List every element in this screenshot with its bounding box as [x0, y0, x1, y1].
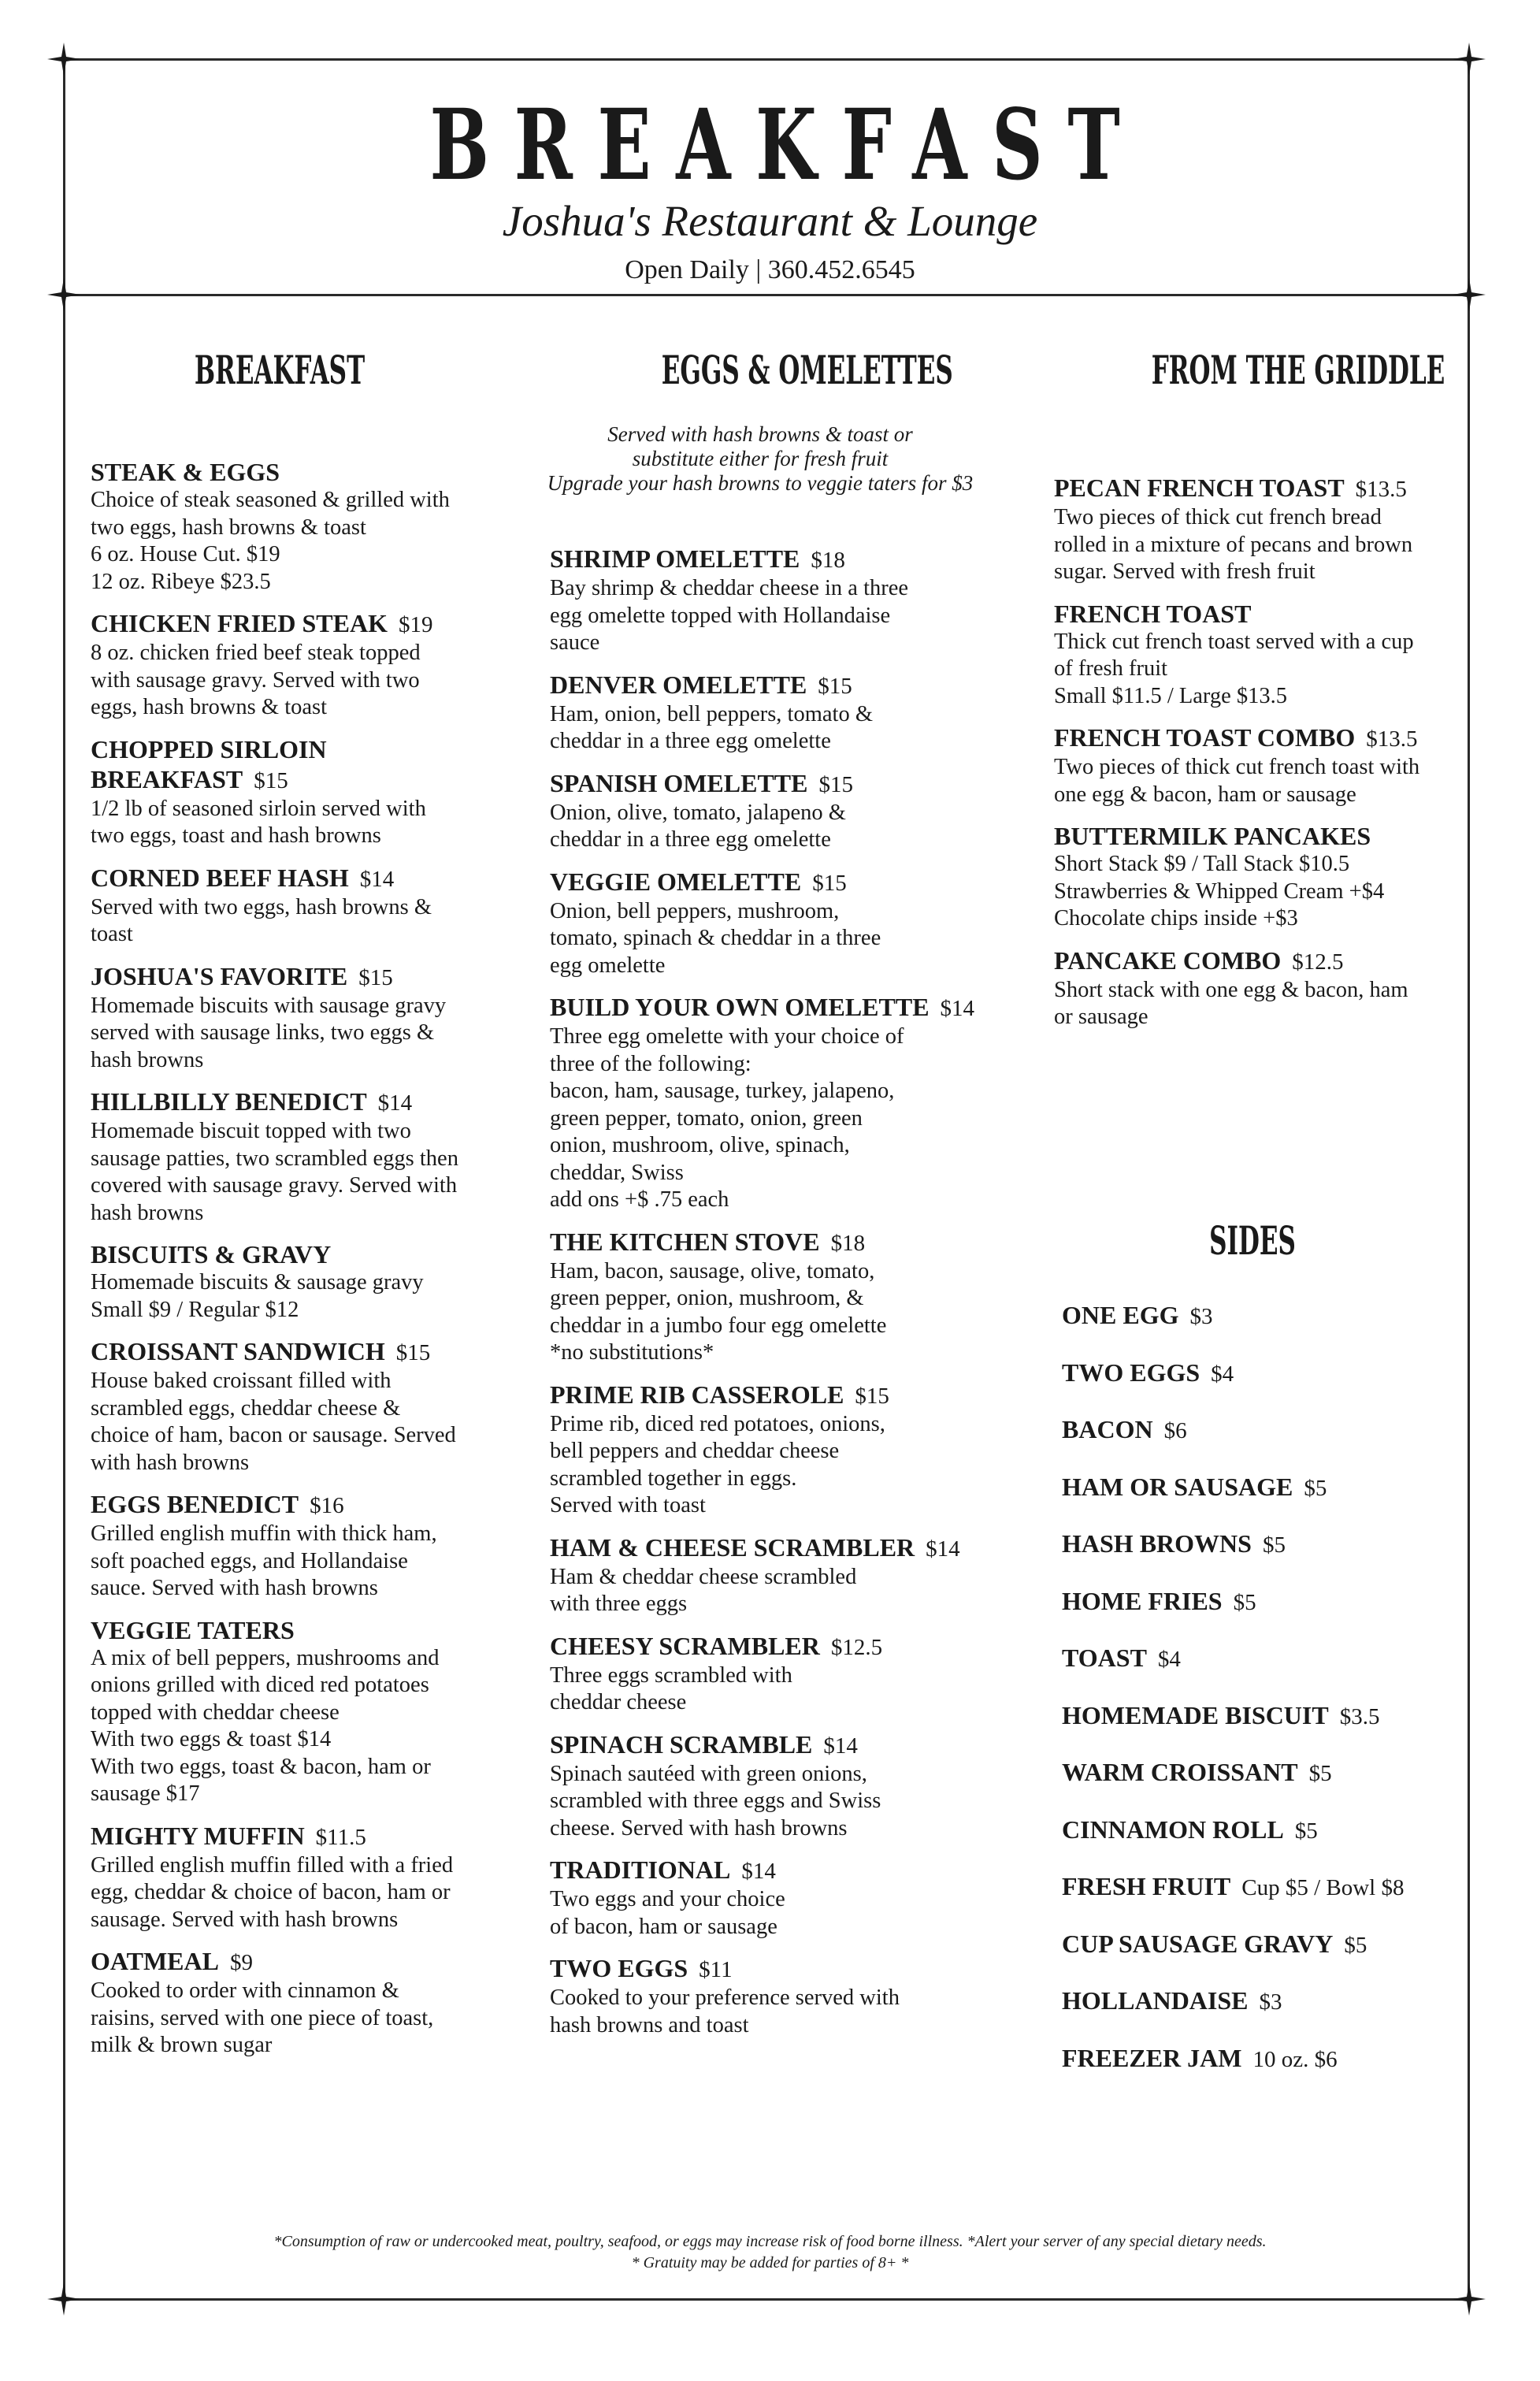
menu-item-name: [91, 734, 516, 796]
menu-item-description: or sausage: [1054, 1005, 1149, 1029]
eggs-column: [550, 544, 991, 2039]
menu-item-name: [91, 608, 516, 640]
menu-item-description: With two eggs, toast & bacon, ham or: [91, 1754, 431, 1779]
menu-item-description: sausage $17: [91, 1781, 200, 1806]
menu-item-title: VEGGIE OMELETTE: [550, 867, 802, 896]
menu-item: [91, 863, 516, 949]
menu-item-title: BISCUITS & GRAVY: [91, 1240, 332, 1269]
menu-item: [550, 1729, 991, 1843]
side-item: [1062, 1985, 1456, 2017]
side-item-name: HOME FRIES: [1062, 1586, 1223, 1615]
side-item: [1062, 1815, 1456, 1846]
side-item-name: TWO EGGS: [1062, 1358, 1200, 1387]
menu-item-name: [91, 863, 516, 894]
menu-item-description: Homemade biscuits & sausage gravy: [91, 1270, 424, 1295]
menu-item-name: [1054, 821, 1464, 851]
side-item-price: $5: [1262, 1532, 1286, 1558]
menu-item-title: PECAN FRENCH TOAST: [1054, 474, 1345, 502]
menu-item-name: [550, 1855, 991, 1886]
menu-item-description: Two eggs and your choice: [550, 1887, 785, 1911]
menu-item: [91, 457, 516, 596]
menu-item-description: Chocolate chips inside +$3: [1054, 906, 1298, 930]
menu-item-price: $14: [940, 996, 975, 1021]
side-item-name: HAM OR SAUSAGE: [1062, 1472, 1293, 1501]
side-item: [1062, 1472, 1456, 1503]
menu-item-description: Cooked to order with cinnamon &: [91, 1978, 399, 2003]
menu-item: [91, 1336, 516, 1477]
menu-item-price: $18: [811, 548, 845, 573]
menu-item-title: SPINACH SCRAMBLE: [550, 1729, 813, 1759]
eggs-intro: [524, 422, 996, 496]
menu-item-description: sausage. Served with hash browns: [91, 1907, 399, 1932]
menu-item-description: cheddar cheese: [550, 1690, 687, 1714]
breakfast-heading: BREAKFAST: [194, 347, 366, 393]
menu-item-description: Bay shrimp & cheddar cheese in a three: [550, 576, 909, 600]
menu-item-name: [550, 544, 991, 575]
page-title: BREAKFAST: [429, 88, 1145, 202]
corner-ornament-icon: [1451, 2281, 1487, 2317]
side-item-name: ONE EGG: [1062, 1301, 1179, 1329]
menu-item-title: HAM & CHEESE SCRAMBLER: [550, 1532, 915, 1562]
side-item-name: WARM CROISSANT: [1062, 1758, 1298, 1786]
menu-item-name: [550, 768, 991, 800]
menu-item-title: VEGGIE TATERS: [91, 1615, 295, 1644]
menu-item-description: onion, mushroom, olive, spinach,: [550, 1133, 850, 1157]
menu-item-name: [550, 1380, 991, 1411]
menu-item: [550, 670, 991, 756]
menu-item-price: $15: [358, 964, 393, 990]
menu-item-description: covered with sausage gravy. Served with: [91, 1173, 458, 1198]
menu-item-description: three of the following:: [550, 1051, 751, 1076]
menu-item-description: egg omelette: [550, 953, 666, 978]
menu-item-description: 6 oz. House Cut. $19: [91, 542, 280, 566]
menu-item-name: [91, 1086, 516, 1118]
menu-item-title: THE KITCHEN STOVE: [550, 1227, 820, 1256]
menu-item-description: one egg & bacon, ham or sausage: [1054, 782, 1356, 807]
menu-item-description: cheddar, Swiss: [550, 1160, 684, 1185]
side-item: [1062, 2043, 1456, 2075]
menu-item-title: CORNED BEEF HASH: [91, 863, 349, 892]
menu-item-description: tomato, spinach & cheddar in a three: [550, 926, 881, 950]
side-item-price: $5: [1304, 1475, 1327, 1501]
frame-top-line: [61, 58, 1471, 61]
menu-item-price: $19: [398, 612, 433, 637]
side-item-price: $4: [1157, 1647, 1181, 1672]
menu-item-description: soft poached eggs, and Hollandaise: [91, 1548, 408, 1573]
menu-item-description: cheddar in a jumbo four egg omelette: [550, 1313, 887, 1338]
side-item: [1062, 1700, 1456, 1732]
menu-item-name: [550, 1729, 991, 1761]
menu-item-description: sausage patties, two scrambled eggs then: [91, 1146, 458, 1171]
side-item-price: $5: [1344, 1932, 1367, 1958]
menu-item-description: Grilled english muffin with thick ham,: [91, 1521, 437, 1546]
side-item-price: 10 oz. $6: [1252, 2046, 1338, 2072]
breakfast-column: [91, 457, 516, 2060]
menu-item-title: MIGHTY MUFFIN: [91, 1821, 305, 1850]
menu-item-name: [1054, 722, 1464, 754]
menu-item: [91, 1489, 516, 1603]
menu-item-name: [550, 1631, 991, 1662]
side-item-price: Cup $5 / Bowl $8: [1241, 1875, 1405, 1900]
menu-item-name: [91, 457, 516, 487]
menu-item-title: TRADITIONAL: [550, 1855, 731, 1884]
menu-item-title: OATMEAL: [91, 1947, 219, 1975]
menu-item-title: TWO EGGS: [550, 1954, 688, 1982]
side-item: [1062, 1757, 1456, 1789]
side-item-name: TOAST: [1062, 1644, 1147, 1672]
menu-item-description: onions grilled with diced red potatoes: [91, 1673, 429, 1697]
side-item-name: FRESH FRUIT: [1062, 1872, 1231, 1900]
side-item-name: HOMEMADE BISCUIT: [1062, 1700, 1329, 1729]
frame-bottom-line: [61, 2298, 1471, 2301]
menu-item: [91, 1946, 516, 2060]
menu-item-description: egg, cheddar & choice of bacon, ham or: [91, 1880, 451, 1904]
side-item-name: CINNAMON ROLL: [1062, 1815, 1284, 1844]
side-item: [1062, 1586, 1456, 1618]
menu-item-title: BUTTERMILK PANCAKES: [1054, 822, 1371, 850]
menu-item: [550, 1631, 991, 1717]
menu-item-price: $15: [818, 771, 853, 797]
side-item-price: $5: [1308, 1761, 1332, 1786]
menu-item-description: of bacon, ham or sausage: [550, 1914, 777, 1939]
corner-ornament-icon: [46, 2281, 82, 2317]
menu-item-price: $15: [254, 767, 288, 793]
side-item: [1062, 1300, 1456, 1332]
menu-item-title: CHICKEN FRIED STEAK: [91, 609, 388, 637]
menu-item-description: House baked croissant filled with: [91, 1369, 391, 1393]
menu-item-description: sauce: [550, 630, 600, 655]
menu-item-title: CHOPPED SIRLOIN: [91, 734, 327, 763]
menu-item-title: CHEESY SCRAMBLER: [550, 1631, 820, 1660]
menu-item-title: FRENCH TOAST: [1054, 599, 1252, 628]
menu-item-description: Homemade biscuits with sausage gravy: [91, 993, 447, 1018]
menu-item-description: A mix of bell peppers, mushrooms and: [91, 1645, 440, 1670]
menu-item-description: Strawberries & Whipped Cream +$4: [1054, 878, 1385, 904]
menu-item-name: [91, 1336, 516, 1368]
menu-item-price: $9: [229, 1950, 253, 1975]
menu-item-description: Small $9 / Regular $12: [91, 1297, 299, 1322]
menu-item-description: sugar. Served with fresh fruit: [1054, 559, 1315, 584]
menu-item-description: bacon, ham, sausage, turkey, jalapeno,: [550, 1079, 895, 1103]
side-item-name: HASH BROWNS: [1062, 1529, 1252, 1558]
menu-item-title: FRENCH TOAST COMBO: [1054, 723, 1356, 752]
menu-item-name: [91, 1489, 516, 1521]
menu-item-title: PRIME RIB CASSEROLE: [550, 1380, 844, 1409]
menu-item-description: scrambled together in eggs.: [550, 1465, 797, 1491]
menu-item-price: $11: [699, 1957, 733, 1982]
menu-item: [1054, 599, 1464, 711]
restaurant-name: Joshua's Restaurant & Lounge: [502, 197, 1038, 245]
menu-item-price: $15: [818, 673, 852, 699]
menu-item-name: [1054, 945, 1464, 977]
menu-item-description: Prime rib, diced red potatoes, onions,: [550, 1411, 885, 1436]
sides-column: [1062, 1300, 1456, 2075]
menu-item-description: served with sausage links, two eggs &: [91, 1020, 435, 1045]
menu-item-description: hash browns and toast: [550, 2012, 749, 2037]
menu-item-description: hash browns: [91, 1047, 204, 1072]
eggs-intro-line: Upgrade your hash browns to veggie taters for $3: [547, 471, 974, 495]
griddle-heading: FROM THE GRIDDLE: [1151, 347, 1445, 393]
side-item-price: $3.5: [1339, 1703, 1380, 1729]
menu-item-description: cheese. Served with hash browns: [550, 1815, 848, 1841]
menu-item-description: scrambled with three eggs and Swiss: [550, 1789, 881, 1813]
side-item-price: $5: [1233, 1589, 1256, 1615]
menu-item-price: $13.5: [1366, 726, 1418, 752]
menu-item-price: $11.5: [315, 1824, 366, 1850]
menu-item-description: Grilled english muffin filled with a fried: [91, 1852, 454, 1878]
menu-item-description: two eggs, hash browns & toast: [91, 514, 366, 540]
menu-item-price: $15: [812, 870, 847, 896]
menu-item-name: [91, 1821, 516, 1852]
menu-item-price: $15: [855, 1383, 889, 1409]
side-item-price: $3: [1259, 1989, 1282, 2015]
side-item-name: FREEZER JAM: [1062, 2043, 1242, 2072]
menu-item-description: cheddar in a three egg omelette: [550, 827, 831, 852]
menu-item-title: JOSHUA'S FAVORITE: [91, 961, 348, 990]
menu-item-description: sauce. Served with hash browns: [91, 1576, 378, 1600]
menu-item-description: Ham, onion, bell peppers, tomato &: [550, 701, 874, 726]
menu-item-description: Cooked to your preference served with: [550, 1985, 900, 2010]
menu-item-price: $14: [741, 1859, 776, 1884]
menu-item-description: egg omelette topped with Hollandaise: [550, 603, 891, 628]
menu-item: [91, 1239, 516, 1324]
menu-item-description: of fresh fruit: [1054, 656, 1168, 681]
eggs-intro-line: Served with hash browns & toast or: [607, 422, 913, 446]
menu-item-title: SPANISH OMELETTE: [550, 768, 808, 797]
menu-item: [1054, 821, 1464, 933]
menu-item-title: HILLBILLY BENEDICT: [91, 1087, 367, 1116]
menu-item-description: Onion, olive, tomato, jalapeno &: [550, 800, 846, 825]
menu-item-price: $12.5: [1292, 949, 1344, 975]
menu-item-title: DENVER OMELETTE: [550, 670, 807, 699]
menu-item: [550, 768, 991, 854]
menu-item: [550, 544, 991, 657]
eggs-omelettes-heading: EGGS & OMELETTES: [661, 347, 953, 393]
side-item: [1062, 1529, 1456, 1560]
side-item: [1062, 1929, 1456, 1960]
menu-item-name: [550, 1227, 991, 1258]
menu-item-name: [550, 1532, 991, 1564]
corner-ornament-icon: [46, 41, 82, 77]
menu-item-description: 1/2 lb of seasoned sirloin served with: [91, 796, 426, 821]
corner-ornament-icon: [1451, 41, 1487, 77]
menu-item-description: Ham & cheddar cheese scrambled: [550, 1564, 857, 1589]
sides-heading: SIDES: [1209, 1217, 1296, 1264]
menu-item-description: Two pieces of thick cut french toast with: [1054, 755, 1420, 779]
disclaimer-line: *Consumption of raw or undercooked meat, poultry, seafood, or eggs may increase risk of food borne illness. *Alert your server of any special dietary needs.: [273, 2233, 1267, 2250]
menu-item-description: green pepper, onion, mushroom, &: [550, 1286, 864, 1310]
side-item-name: CUP SAUSAGE GRAVY: [1062, 1929, 1334, 1958]
menu-item-name: [550, 1953, 991, 1985]
menu-item: [550, 1953, 991, 2039]
menu-item-name: [91, 1946, 516, 1978]
menu-item-name: [550, 867, 991, 898]
menu-item-description: raisins, served with one piece of toast,: [91, 2005, 434, 2030]
menu-item-description: Served with toast: [550, 1493, 706, 1517]
menu-item-price: $14: [377, 1090, 413, 1116]
side-item: [1062, 1358, 1456, 1389]
menu-item-title: BREAKFAST: [91, 764, 243, 793]
menu-item-description: Three eggs scrambled with: [550, 1662, 792, 1688]
menu-item: [91, 1821, 516, 1934]
menu-item: [1054, 473, 1464, 586]
menu-item-description: Short stack with one egg & bacon, ham: [1054, 977, 1408, 1002]
menu-item: [91, 608, 516, 722]
menu-item-description: bell peppers and cheddar cheese: [550, 1439, 840, 1463]
menu-item-description: two eggs, toast and hash browns: [91, 823, 381, 848]
menu-item-title: SHRIMP OMELETTE: [550, 544, 800, 573]
menu-item-name: [550, 992, 991, 1023]
side-item-price: $3: [1189, 1304, 1213, 1329]
frame-left-line: [63, 58, 65, 2301]
menu-header: [0, 88, 1540, 288]
side-item-name: BACON: [1062, 1415, 1153, 1443]
menu-item-description: Thick cut french toast served with a cup: [1054, 629, 1414, 654]
menu-item-name: [550, 670, 991, 701]
menu-item: [1054, 945, 1464, 1031]
menu-item-description: 12 oz. Ribeye $23.5: [91, 569, 271, 594]
menu-item-price: $12.5: [830, 1634, 883, 1660]
menu-item-description: Spinach sautéed with green onions,: [550, 1761, 867, 1786]
side-item-price: $6: [1163, 1418, 1187, 1443]
menu-item-description: eggs, hash browns & toast: [91, 695, 328, 719]
side-item-name: HOLLANDAISE: [1062, 1986, 1249, 2015]
menu-item-description: *no substitutions*: [550, 1340, 714, 1365]
menu-item-price: $13.5: [1355, 477, 1407, 502]
menu-item-description: 8 oz. chicken fried beef steak topped: [91, 641, 421, 665]
menu-item-price: $14: [926, 1536, 960, 1562]
menu-item-description: Onion, bell peppers, mushroom,: [550, 898, 840, 923]
menu-item-name: [91, 1615, 516, 1645]
menu-item-description: with hash browns: [91, 1450, 250, 1475]
side-item: [1062, 1643, 1456, 1674]
menu-item-description: toast: [91, 922, 133, 946]
menu-item-description: milk & brown sugar: [91, 2033, 273, 2057]
footer-disclaimer: [0, 2231, 1540, 2274]
menu-item-price: $14: [823, 1733, 858, 1759]
menu-item-title: CROISSANT SANDWICH: [91, 1337, 385, 1365]
frame-right-line: [1468, 58, 1470, 2301]
menu-item-title: PANCAKE COMBO: [1054, 945, 1282, 975]
frame-header-divider: [61, 294, 1471, 296]
menu-item-description: topped with cheddar cheese: [91, 1699, 340, 1725]
menu-item-price: $15: [395, 1340, 431, 1365]
contact-line: Open Daily | 360.452.6545: [625, 255, 915, 284]
menu-item-description: Short Stack $9 / Tall Stack $10.5: [1054, 852, 1350, 876]
gratuity-line: * Gratuity may be added for parties of 8+ *: [631, 2254, 909, 2271]
menu-item-description: Two pieces of thick cut french bread: [1054, 505, 1382, 529]
menu-item-name: [1054, 599, 1464, 629]
menu-item: [1054, 722, 1464, 808]
menu-item-description: green pepper, tomato, onion, green: [550, 1105, 863, 1131]
side-item: [1062, 1871, 1456, 1903]
menu-item-description: Homemade biscuit topped with two: [91, 1119, 411, 1143]
menu-item-name: [91, 961, 516, 993]
menu-item-description: add ons +$ .75 each: [550, 1187, 729, 1212]
menu-item-description: Small $11.5 / Large $13.5: [1054, 683, 1288, 708]
menu-item: [91, 1086, 516, 1227]
menu-item-description: Ham, bacon, sausage, olive, tomato,: [550, 1258, 875, 1283]
side-item: [1062, 1414, 1456, 1446]
griddle-column: [1054, 473, 1464, 1031]
menu-item-price: $18: [830, 1230, 866, 1256]
menu-item-title: EGGS BENEDICT: [91, 1490, 299, 1518]
menu-item-price: $16: [310, 1493, 344, 1518]
menu-item-description: Choice of steak seasoned & grilled with: [91, 488, 450, 512]
menu-item-description: rolled in a mixture of pecans and brown: [1054, 532, 1413, 557]
menu-item-title: STEAK & EGGS: [91, 458, 280, 486]
side-item-price: $5: [1294, 1818, 1318, 1844]
menu-item-description: Served with two eggs, hash browns &: [91, 894, 432, 919]
side-item-price: $4: [1211, 1361, 1234, 1387]
eggs-intro-line: substitute either for fresh fruit: [632, 447, 889, 470]
menu-item-description: choice of ham, bacon or sausage. Served: [91, 1423, 456, 1447]
menu-item: [91, 1615, 516, 1808]
menu-item: [550, 1380, 991, 1520]
menu-item-description: with sausage gravy. Served with two: [91, 667, 420, 693]
menu-item-description: scrambled eggs, cheddar cheese &: [91, 1395, 401, 1421]
menu-item: [550, 867, 991, 980]
menu-item: [550, 992, 991, 1214]
menu-item-description: With two eggs & toast $14: [91, 1727, 332, 1751]
menu-item-name: [1054, 473, 1464, 504]
menu-item-description: hash browns: [91, 1200, 204, 1225]
menu-item-price: $14: [359, 866, 395, 892]
menu-item: [550, 1855, 991, 1941]
menu-item-description: Three egg omelette with your choice of: [550, 1024, 904, 1049]
menu-item-title: BUILD YOUR OWN OMELETTE: [550, 993, 930, 1021]
menu-item: [91, 961, 516, 1075]
menu-item: [550, 1227, 991, 1367]
menu-item-description: cheddar in a three egg omelette: [550, 729, 831, 753]
menu-item-description: with three eggs: [550, 1592, 688, 1616]
menu-item: [550, 1532, 991, 1618]
menu-item-name: [91, 1239, 516, 1269]
menu-item: [91, 734, 516, 850]
